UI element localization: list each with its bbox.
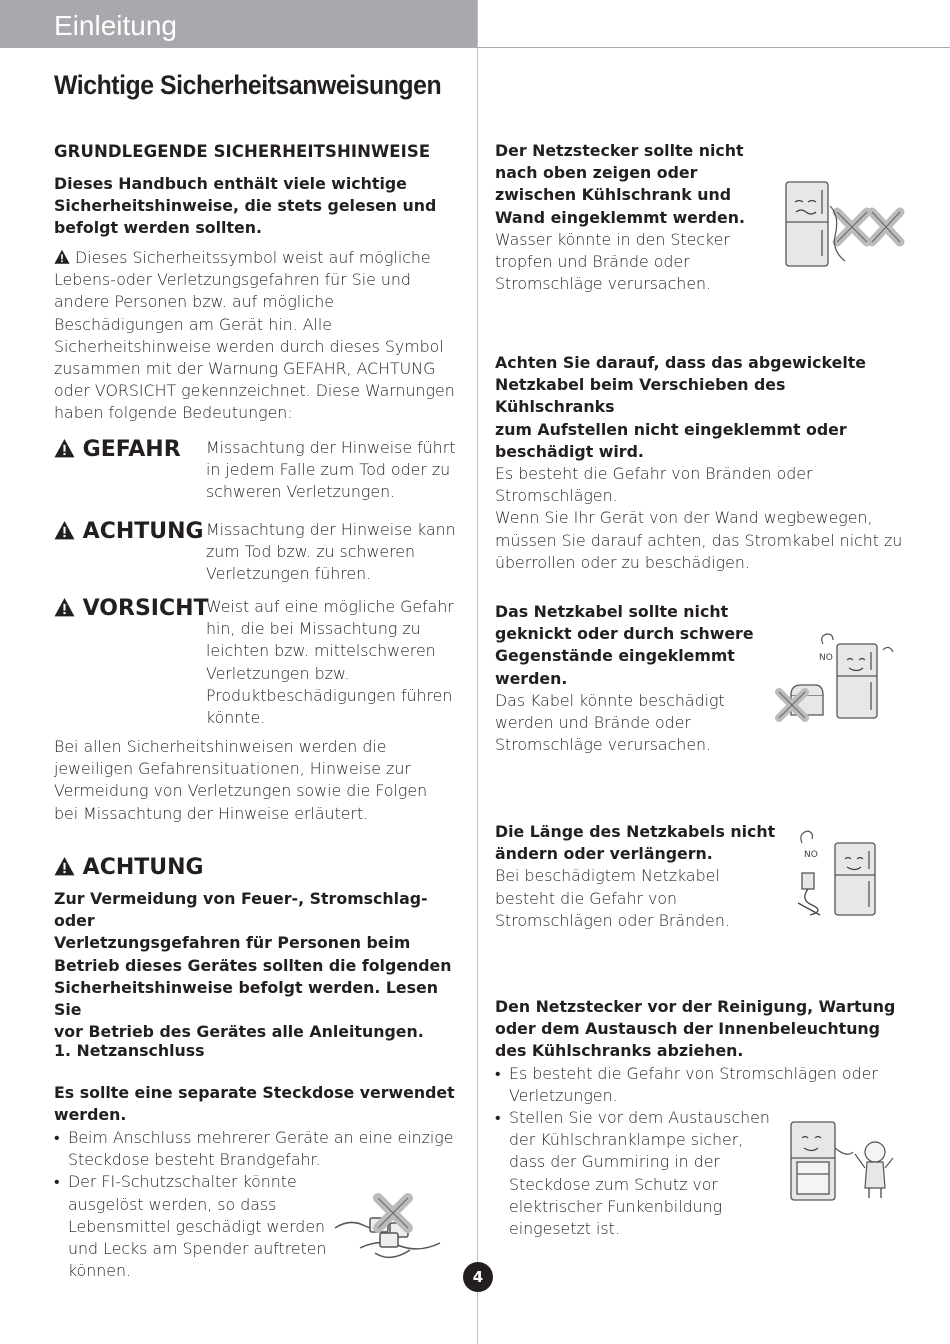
- warning-item-unplug-before-cleaning: Den Netzstecker vor der Reinigung, Wartung oder dem Austausch der Innenbeleuchtung des Kühlschranks abziehen. • Es besteht die Gefahr von Stromschlägen oder Verletzungen. • Stellen Sie vor dem Austauschen der Kühlschranklampe sicher, dass der Gummiring in der Steckdose zum Schutz vor elektrischer Funkenbildung eingesetzt ist.: [495, 996, 905, 1240]
- fridge-plug-illustration: [780, 176, 905, 271]
- list-item: • Es besteht die Gefahr von Stromschlägen oder Verletzungen.: [495, 1063, 905, 1107]
- warning-triangle-icon: [54, 249, 70, 265]
- symbol-paragraph: Dieses Sicherheitssymbol weist auf mögliche Lebens-oder Verletzungsgefahren für Sie und andere Personen bzw. auf mögliche Beschädigungen am Gerät hin. Alle Sicherheitshinweise werden durch dieses Symbol zusammen mit der Warnung GEFAHR, ACHTUNG oder VORSICHT gekennzeichnet. Diese Warnungen haben folgende Bedeutungen:: [54, 248, 455, 423]
- fridge-unplug-illustration: [785, 1118, 900, 1203]
- fridge-cable-crushed-illustration: [775, 630, 905, 725]
- basic-safety-heading: GRUNDLEGENDE SICHERHEITSHINWEISE: [54, 142, 431, 161]
- multi-plug-illustration: [330, 1188, 450, 1268]
- socket-heading: Es sollte eine separate Steckdose verwendet werden.: [54, 1083, 455, 1125]
- page-number: 4: [463, 1262, 493, 1292]
- warning-triangle-icon: [54, 520, 75, 541]
- list-item: • Der FI-Schutzschalter könnte ausgelöst werden, so dass Lebensmittel geschädigt werden und Lecks am Spender auftreten können.: [54, 1171, 464, 1282]
- header-rule: [477, 47, 950, 48]
- warning-item-cable-length: Die Länge des Netzkabels nicht ändern oder verlängern. Bei beschädigtem Netzkabel besteht die Gefahr von Stromschlägen oder Bränden.: [495, 822, 776, 930]
- list-item: • Stellen Sie vor dem Austauschen der Kühlschranklampe sicher, dass der Gummiring in der Steckdose zum Schutz vor elektrischer Funkenbildung eingesetzt ist.: [495, 1107, 905, 1240]
- list-item: • Beim Anschluss mehrerer Geräte an eine einzige Steckdose besteht Brandgefahr.: [54, 1127, 464, 1171]
- caution-heading: ACHTUNG: [54, 855, 464, 881]
- closing-paragraph: Bei allen Sicherheitshinweisen werden die jeweiligen Gefahrensituationen, Hinweise zur Vermeidung von Verletzungen sowie die Folgen bei Missachtung der Hinweise erläutert.: [54, 737, 428, 823]
- warning-item-plug-direction: Der Netzstecker sollte nicht nach oben zeigen oder zwischen Kühlschrank und Wand eingeklemmt werden. Wasser könnte in den Stecker tropfen und Brände oder Stromschläge verursachen.: [495, 141, 745, 294]
- section-title: Einleitung: [54, 10, 177, 41]
- intro-paragraph: Dieses Handbuch enthält viele wichtige Sicherheitshinweise, die stets gelesen und befolgt werden sollten.: [54, 174, 437, 238]
- warning-triangle-icon: [54, 438, 75, 459]
- column-divider: [477, 0, 478, 1344]
- subsection-heading: 1. Netzanschluss: [54, 1041, 205, 1060]
- warning-triangle-icon: [54, 597, 75, 618]
- warning-item-cable-moving: Achten Sie darauf, dass das abgewickelte Netzkabel beim Verschieben des Kühlschranks zum Aufstellen nicht eingeklemmt oder beschädigt wird. Es besteht die Gefahr von Bränden oder Stromschlägen. Wenn Sie Ihr Gerät von der Wand wegbewegen, müssen Sie darauf achten, das Stromkabel nicht zu überrollen oder zu beschädigen.: [495, 353, 903, 572]
- warning-triangle-icon: [54, 856, 75, 877]
- svg-text:NO: NO: [819, 653, 833, 663]
- fridge-extension-cable-illustration: [790, 825, 900, 920]
- page-title: Wichtige Sicherheitsanweisungen: [54, 70, 442, 100]
- warning-item-cable-bent: Das Netzkabel sollte nicht geknickt oder durch schwere Gegenstände eingeklemmt werden. Das Kabel könnte beschädigt werden und Brände oder Stromschläge verursachen.: [495, 602, 754, 755]
- svg-text:NO: NO: [804, 850, 818, 860]
- caution-paragraph: Zur Vermeidung von Feuer-, Stromschlag- oder Verletzungsgefahren für Personen beim Betrieb dieses Gerätes sollten die folgenden Sicherheitshinweise befolgt werden. Lesen Sie vor Betrieb des Gerätes alle Anleitungen.: [54, 889, 452, 1042]
